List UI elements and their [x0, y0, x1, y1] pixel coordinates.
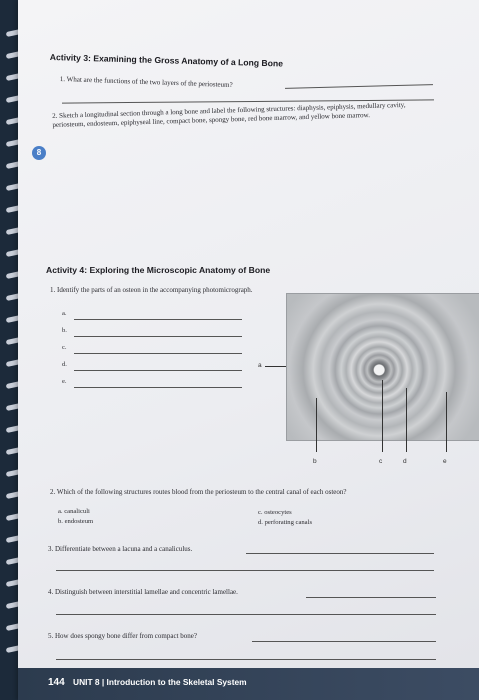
activity3-question-1: 1. What are the functions of the two layers of the periosteum? [59, 75, 233, 90]
unit-tab-marker: 8 [32, 146, 46, 160]
pointer-line-b [316, 398, 317, 452]
footer-unit-title: UNIT 8 | Introduction to the Skeletal System [73, 677, 247, 687]
photo-label-b: b [313, 458, 317, 465]
pointer-line-c [382, 380, 383, 452]
blank-label-c: c. [62, 344, 67, 351]
pointer-line-d [406, 388, 407, 452]
answer-line[interactable] [306, 597, 436, 598]
activity3-question-2: 2. Sketch a longitudinal section through a long bone and label the following structures: diaphysis, epiphysis, medullary cavity, periosteum, endosteum, epiphyseal line, compact bone, spongy bone, red bone marrow, and yellow bone marrow. [52, 100, 406, 129]
blank-label-d: d. [62, 361, 67, 368]
answer-line[interactable] [74, 336, 242, 337]
answer-line[interactable] [246, 553, 434, 554]
answer-line[interactable] [252, 641, 436, 642]
activity3-label: Activity 3: [49, 52, 92, 64]
activity4-label: Activity 4: [46, 265, 88, 275]
option-c[interactable]: c. osteocytes [258, 509, 292, 516]
pointer-line-e [446, 392, 447, 452]
pointer-line-a [265, 366, 286, 367]
answer-line[interactable] [74, 387, 242, 388]
activity4-question-5: 5. How does spongy bone differ from compact bone? [48, 632, 197, 640]
photo-label-e: e [443, 458, 447, 465]
activity4-question-2: 2. Which of the following structures routes blood from the periosteum to the central canal of each osteon? [50, 488, 347, 496]
answer-line[interactable] [56, 570, 434, 571]
blank-label-b: b. [62, 327, 67, 334]
sketch-area[interactable] [50, 158, 430, 250]
option-d[interactable]: d. perforating canals [258, 519, 313, 526]
page-footer [48, 677, 247, 688]
activity4-question-1: 1. Identify the parts of an osteon in the accompanying photomicrograph. [50, 286, 253, 294]
activity4-question-4: 4. Distinguish between interstitial lamellae and concentric lamellae. [48, 588, 238, 596]
photo-label-d: d [403, 458, 407, 465]
blank-label-a: a. [62, 310, 67, 317]
activity4-heading: Exploring the Microscopic Anatomy of Bone [89, 265, 271, 275]
blank-label-e: e. [62, 378, 67, 385]
option-b[interactable]: b. endosteum [58, 518, 94, 525]
answer-line[interactable] [74, 370, 242, 371]
answer-line[interactable] [56, 659, 436, 660]
activity3-heading: Examining the Gross Anatomy of a Long Bone [93, 53, 284, 69]
answer-line[interactable] [74, 319, 242, 320]
answer-line[interactable] [56, 614, 436, 615]
activity4-title [46, 265, 270, 275]
activity4-question-3: 3. Differentiate between a lacuna and a canaliculus. [48, 545, 193, 553]
answer-line[interactable] [74, 353, 242, 354]
photo-label-a: a [258, 362, 262, 369]
photo-label-c: c [379, 458, 383, 465]
page-number: 144 [48, 677, 65, 688]
option-a[interactable]: a. canaliculi [58, 508, 90, 515]
